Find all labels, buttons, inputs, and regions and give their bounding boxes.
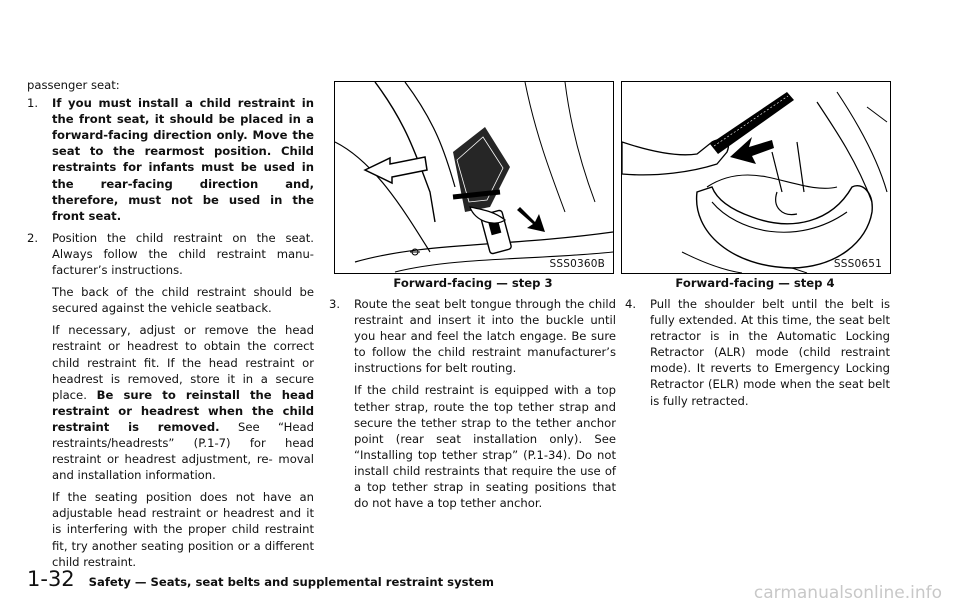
step-2-seating-position: If the seating position does not have an adjustable head restraint or headrest and it is interfering with the proper child restraint fit, try another seating position or a different child restraint. [52, 490, 314, 569]
step-number: 1. [27, 96, 39, 111]
step-3 [329, 296, 616, 511]
step-2-text: Position the child restraint on the seat. Always follow the child restraint manu- facturer’s instructions. [52, 230, 314, 278]
figure-code: SSS0360B [549, 258, 605, 270]
middle-column-content [329, 296, 616, 517]
step-2-seatback: The back of the child restraint should be secured against the vehicle seatback. [52, 285, 314, 316]
step-4-text: Pull the shoulder belt until the belt is fully extended. At this time, the seat belt retractor is in the Automatic Locking Retractor (ALR) mode (child restraint mode). It reverts to Emergency Locking Retractor (ELR) mode when the seat belt is fully retracted. [650, 297, 890, 408]
head-restraint-reference: See “Head restraints/headrests” (P.1-7) for head restraint or headrest adjustment, re- moval and installation information. [52, 419, 314, 483]
step-1 [27, 95, 314, 224]
figure-step-4 [621, 81, 891, 274]
page-footer [27, 567, 494, 591]
step-number: 2. [27, 230, 39, 245]
figure-caption: Forward-facing — step 4 [675, 276, 835, 290]
figure-caption: Forward-facing — step 3 [393, 276, 553, 290]
step-number: 3. [329, 297, 341, 311]
step-2 [27, 230, 314, 570]
right-column-content [625, 296, 890, 415]
step-2-head-restraint [52, 322, 314, 483]
step-number: 4. [625, 297, 637, 311]
step-3-tether: If the child restraint is equipped with a top tether strap, route the top tether strap and secure the tether strap to the tether anchor point (rear seat installation only). See “Installing top tether strap” (P.1-34). Do not install child restraints that require the use of a top tether strap in seating positions that do not have a top tether anchor. [354, 383, 616, 511]
figure-code: SSS0651 [833, 258, 882, 270]
lead-text: passenger seat: [27, 78, 120, 92]
step-3-text: Route the seat belt tongue through the child restraint and insert it into the buckle until you hear and feel the latch engage. Be sure to follow the child restraint manufacturer’s instructions for belt routing. [354, 297, 616, 376]
figure-step-3 [334, 81, 614, 274]
shoulder-belt-extend-illustration [622, 82, 890, 273]
head-restraint-text: If necessary, adjust or remove the head restraint or headrest to obtain the correct child restraint fit. If the head restraint or headrest is removed, store it in a secure place. [52, 323, 314, 402]
step-4 [625, 296, 890, 409]
watermark: carmanualsonline.info [753, 583, 942, 603]
section-title: Safety — Seats, seat belts and supplemental restraint system [88, 575, 495, 589]
seat-belt-tongue-illustration [335, 82, 613, 273]
step-1-warning: If you must install a child restraint in the front seat, it should be placed in a forward-facing direction only. Move the seat to the rearmost position. Child restraints for infants must be used in the rear-facing direction and, therefore, must not be used in the front seat. [52, 96, 314, 223]
reinstall-warning: Be sure to reinstall the head restraint or headrest when the child restraint is removed. [52, 387, 314, 434]
left-column [27, 77, 314, 576]
page-number: 1-32 [27, 567, 75, 591]
